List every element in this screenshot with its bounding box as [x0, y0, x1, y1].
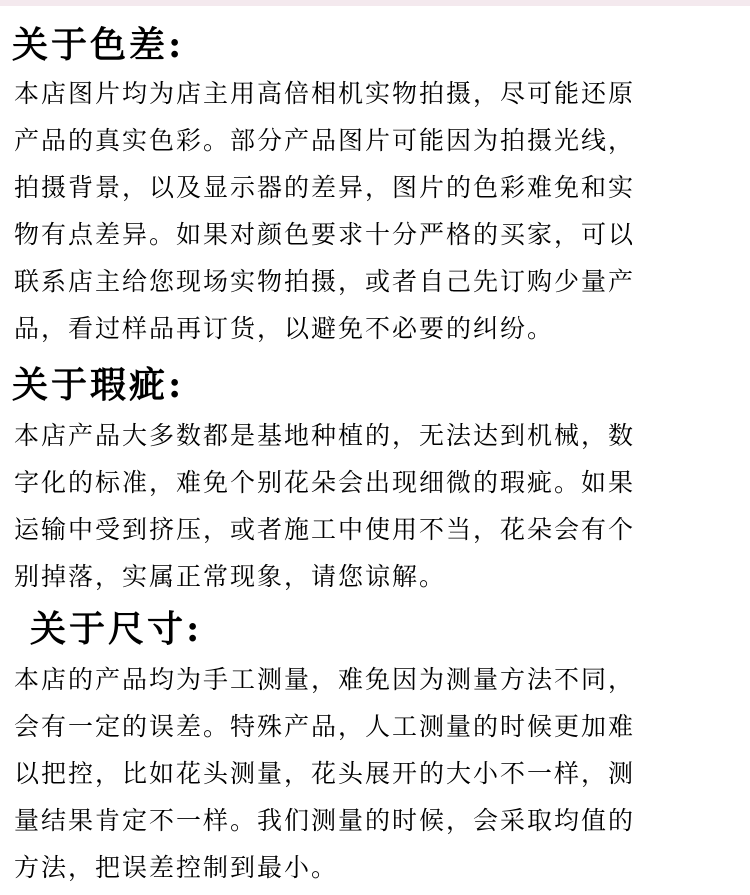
heading-size: 关于尺寸: — [30, 608, 203, 650]
text-line: 字化的标准，难免个别花朵会出现细微的瑕疵。如果 — [14, 468, 636, 497]
text-line: 运输中受到挤压，或者施工中使用不当，花朵会有个 — [14, 515, 636, 544]
heading-color-difference: 关于色差: — [12, 24, 185, 66]
text-line: 方法，把误差控制到最小。 — [14, 853, 339, 882]
text-line: 品，看过样品再订货，以避免不必要的纠纷。 — [14, 314, 555, 343]
text-line: 量结果肯定不一样。我们测量的时候，会采取均值的 — [14, 806, 636, 835]
top-decorative-strip — [0, 0, 750, 6]
text-line: 物有点差异。如果对颜色要求十分严格的买家，可以 — [14, 220, 636, 249]
paragraph-color-difference — [14, 70, 734, 352]
paragraph-size — [14, 656, 734, 891]
text-line: 联系店主给您现场实物拍摄，或者自己先订购少量产 — [14, 267, 636, 296]
text-line: 会有一定的误差。特殊产品，人工测量的时候更加难 — [14, 712, 636, 741]
text-line: 本店图片均为店主用高倍相机实物拍摄，尽可能还原 — [14, 79, 636, 108]
text-line: 以把控，比如花头测量，花头展开的大小不一样，测 — [14, 759, 636, 788]
text-line: 本店产品大多数都是基地种植的，无法达到机械，数 — [14, 421, 636, 450]
heading-flaws: 关于瑕疵: — [12, 364, 185, 406]
text-line: 拍摄背景，以及显示器的差异，图片的色彩难免和实 — [14, 173, 636, 202]
text-line: 本店的产品均为手工测量，难免因为测量方法不同， — [14, 665, 636, 694]
text-line: 产品的真实色彩。部分产品图片可能因为拍摄光线， — [14, 126, 636, 155]
text-line: 别掉落，实属正常现象，请您谅解。 — [14, 562, 447, 591]
paragraph-flaws — [14, 412, 734, 600]
